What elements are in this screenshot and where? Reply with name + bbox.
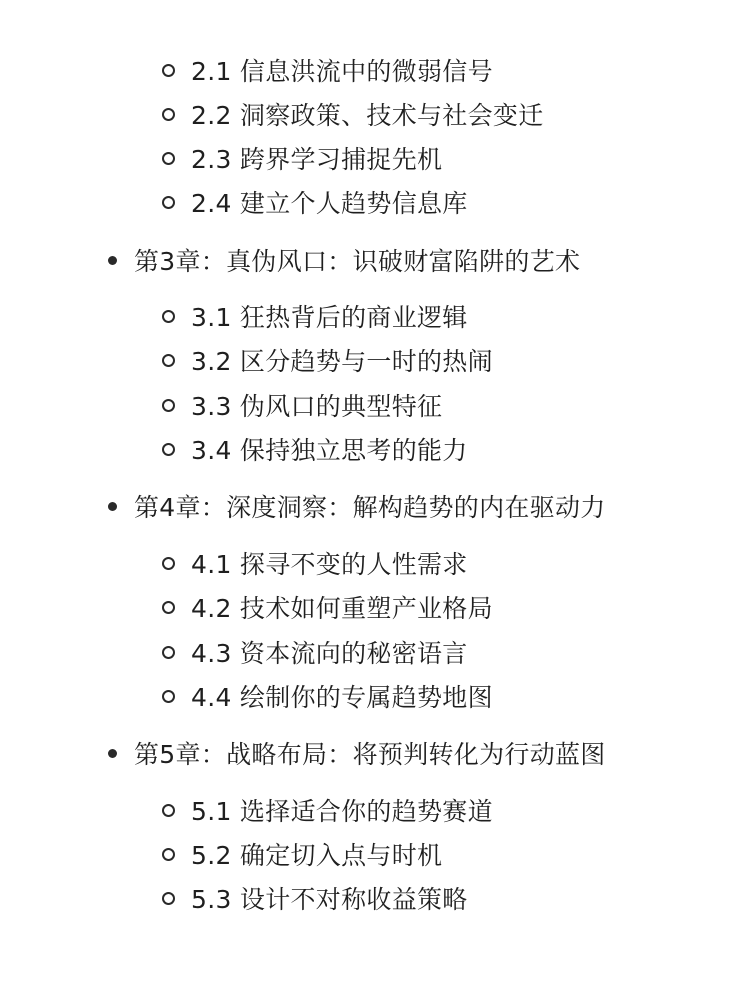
- list-item-label: 5.1 选择适合你的趋势赛道: [191, 797, 493, 826]
- list-item-3-4: [162, 431, 468, 467]
- list-item-4-4: [162, 678, 493, 714]
- filled-bullet-icon: [108, 502, 117, 511]
- chapter-label: 第3章：真伪风口：识破财富陷阱的艺术: [134, 247, 581, 276]
- hollow-bullet-icon: [162, 892, 175, 905]
- hollow-bullet-icon: [162, 399, 175, 412]
- chapter-4-heading: [108, 488, 606, 524]
- hollow-bullet-icon: [162, 354, 175, 367]
- hollow-bullet-icon: [162, 557, 175, 570]
- filled-bullet-icon: [108, 749, 117, 758]
- list-item-label: 4.3 资本流向的秘密语言: [191, 639, 468, 668]
- list-item-5-3: [162, 880, 468, 916]
- list-item-label: 5.3 设计不对称收益策略: [191, 885, 468, 914]
- list-item-label: 2.2 洞察政策、技术与社会变迁: [191, 101, 544, 130]
- list-item-label: 3.1 狂热背后的商业逻辑: [191, 303, 468, 332]
- hollow-bullet-icon: [162, 152, 175, 165]
- list-item-label: 3.2 区分趋势与一时的热闹: [191, 347, 493, 376]
- list-item-2-1: [162, 52, 493, 88]
- list-item-3-2: [162, 342, 493, 378]
- list-item-label: 3.3 伪风口的典型特征: [191, 392, 443, 421]
- list-item-2-3: [162, 140, 442, 176]
- list-item-label: 4.1 探寻不变的人性需求: [191, 550, 468, 579]
- list-item-label: 4.2 技术如何重塑产业格局: [191, 594, 493, 623]
- hollow-bullet-icon: [162, 196, 175, 209]
- chapter-3-heading: [108, 242, 580, 278]
- list-item-label: 3.4 保持独立思考的能力: [191, 436, 468, 465]
- list-item-5-1: [162, 792, 493, 828]
- list-item-5-2: [162, 836, 442, 872]
- chapter-5-heading: [108, 735, 606, 771]
- hollow-bullet-icon: [162, 848, 175, 861]
- list-item-2-2: [162, 96, 544, 132]
- list-item-label: 2.4 建立个人趋势信息库: [191, 189, 468, 218]
- hollow-bullet-icon: [162, 804, 175, 817]
- hollow-bullet-icon: [162, 108, 175, 121]
- hollow-bullet-icon: [162, 690, 175, 703]
- list-item-label: 5.2 确定切入点与时机: [191, 841, 443, 870]
- chapter-label: 第5章：战略布局：将预判转化为行动蓝图: [134, 740, 606, 769]
- list-item-4-2: [162, 589, 493, 625]
- list-item-3-1: [162, 298, 468, 334]
- hollow-bullet-icon: [162, 646, 175, 659]
- list-item-2-4: [162, 184, 468, 220]
- filled-bullet-icon: [108, 256, 117, 265]
- hollow-bullet-icon: [162, 443, 175, 456]
- hollow-bullet-icon: [162, 64, 175, 77]
- list-item-4-3: [162, 634, 468, 670]
- list-item-4-1: [162, 545, 468, 581]
- list-item-3-3: [162, 387, 442, 423]
- list-item-label: 2.3 跨界学习捕捉先机: [191, 145, 443, 174]
- hollow-bullet-icon: [162, 310, 175, 323]
- list-item-label: 2.1 信息洪流中的微弱信号: [191, 57, 493, 86]
- hollow-bullet-icon: [162, 601, 175, 614]
- chapter-label: 第4章：深度洞察：解构趋势的内在驱动力: [134, 493, 606, 522]
- list-item-label: 4.4 绘制你的专属趋势地图: [191, 683, 493, 712]
